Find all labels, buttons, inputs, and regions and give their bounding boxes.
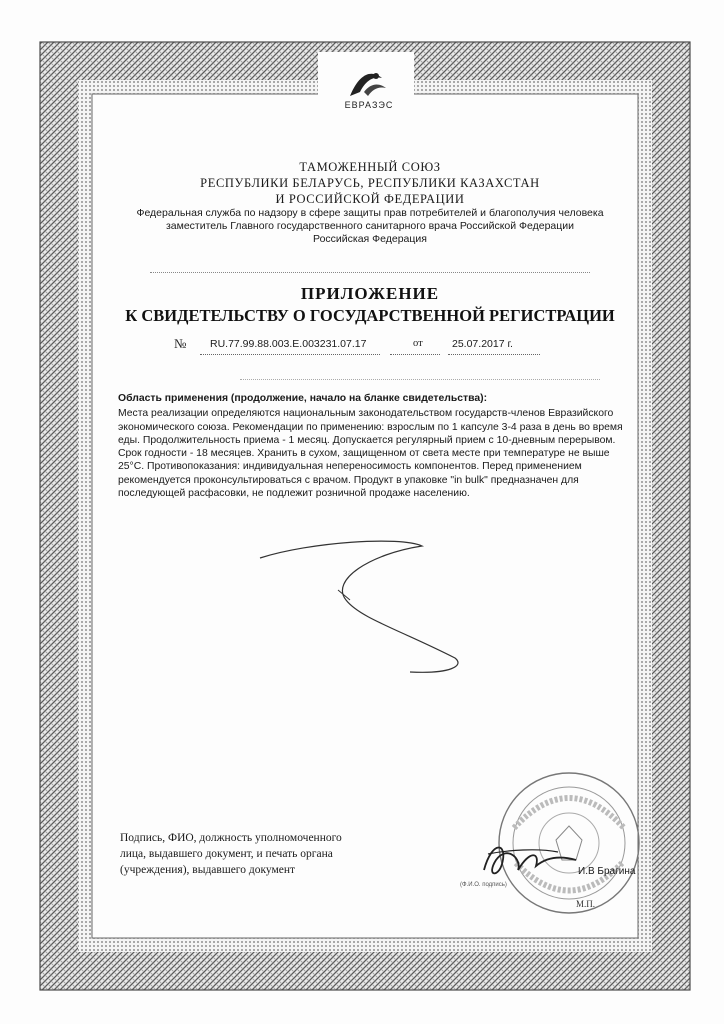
date-underline [448, 354, 540, 355]
registration-number: RU.77.99.88.003.Е.003231.07.17 [210, 338, 367, 350]
header-official: заместитель Главного государственного санитарного врача Российской Федерации [165, 220, 575, 232]
document-subtitle: К СВИДЕТЕЛЬСТВУ О ГОСУДАРСТВЕННОЙ РЕГИСТРАЦИИ [125, 306, 615, 325]
fio-label: (Ф.И.О. подпись) [460, 882, 507, 888]
application-area-text: Места реализации определяются национальным законодательством государств-членов Евразийского экономического союза. Рекомендации по применению: взрослым по 1 капсуле 3-4 раза в день во время еды. Продолжительность приема - 1 месяц. Допускается регулярный прием с 10-дневным перерывом. Срок годности - 18 месяцев. Хранить в сухом, защищенном от света месте при температуре не выше 25°С. Противопоказания: индивидуальная непереносимость компонентов. Перед применением рекомендуется проконсультироваться с врачом. Продукт в упаковке "in bulk" предназначен для последующей расфасовки, не подлежит розничной продаже населению. [118, 408, 623, 500]
header-republics: РЕСПУБЛИКИ БЕЛАРУСЬ, РЕСПУБЛИКИ КАЗАХСТАН [200, 176, 540, 190]
application-area-section [118, 392, 623, 500]
signature-caption-line2: лица, выдавшего документ, и печать органа [120, 848, 333, 860]
emblem-label: ЕВРАЗЭС [344, 100, 394, 110]
signature-caption-line3: (учреждения), выдавшего документ [120, 864, 296, 876]
date-from-label: от [413, 338, 423, 349]
number-underline [200, 354, 380, 355]
signature-caption [120, 830, 420, 878]
header-russia: И РОССИЙСКОЙ ФЕДЕРАЦИИ [275, 192, 465, 206]
divider-line [150, 272, 590, 273]
header-country: Российская Федерация [313, 233, 427, 245]
document-title: ПРИЛОЖЕНИЕ [300, 284, 440, 303]
registration-date: 25.07.2017 г. [452, 338, 513, 350]
fine-print-line [240, 379, 600, 381]
date-from-underline [390, 354, 440, 355]
handwritten-signature-icon [478, 830, 598, 890]
header-customs-union: ТАМОЖЕННЫЙ СОЮЗ [299, 160, 441, 174]
stamp-place-mark: М.П. [576, 899, 596, 909]
application-area-heading: Область применения (продолжение, начало на бланке свидетельства): [118, 393, 488, 404]
signature-caption-line1: Подпись, ФИО, должность уполномоченного [120, 832, 342, 844]
header-agency: Федеральная служба по надзору в сфере защиты прав потребителей и благополучия человека [136, 207, 604, 219]
number-sign: № [174, 336, 187, 351]
signatory-name: И.В Брагина [578, 866, 636, 877]
cancellation-stroke [250, 540, 480, 690]
